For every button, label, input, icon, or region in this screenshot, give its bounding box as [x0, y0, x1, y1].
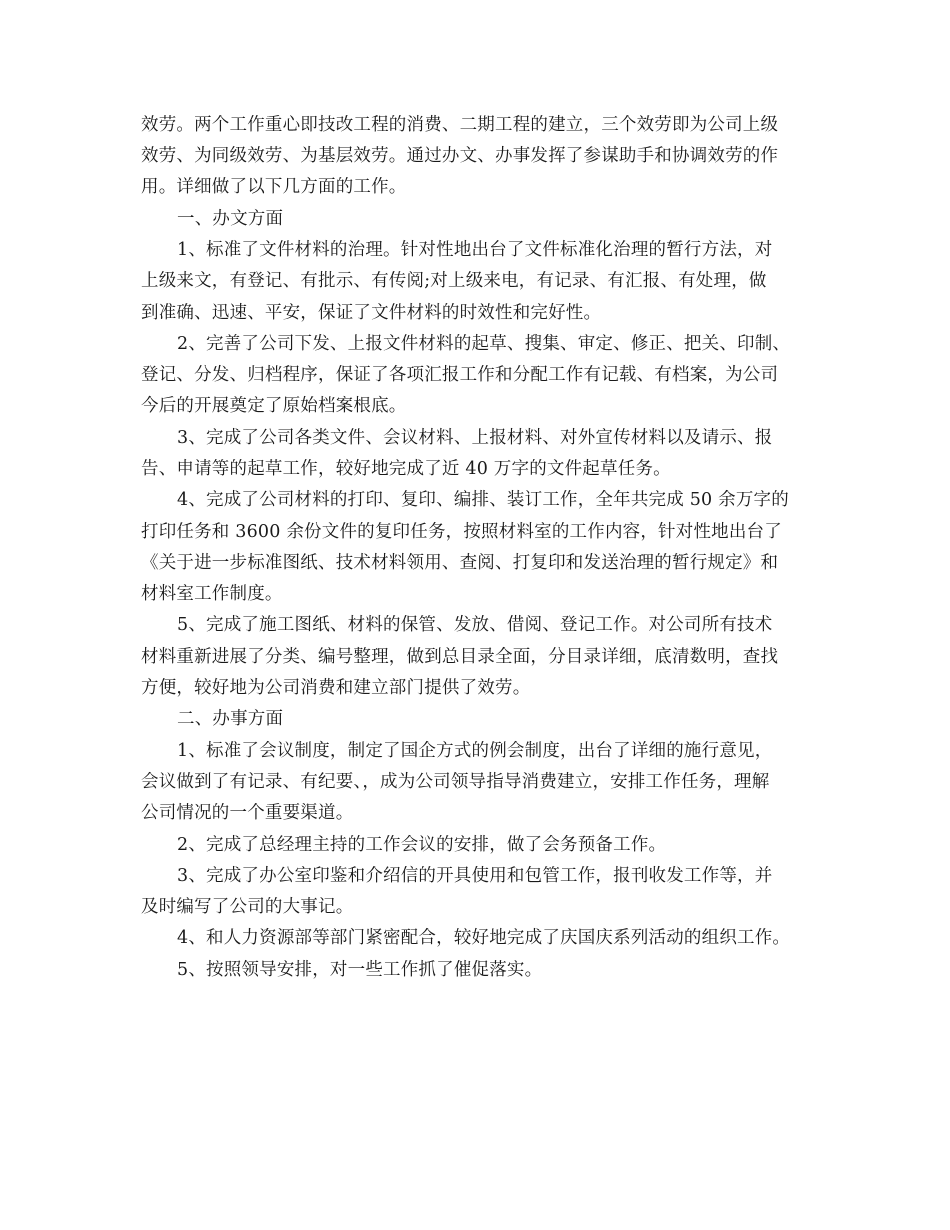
text-line: 效劳、为同级效劳、为基层效劳。通过办文、办事发挥了参谋助手和协调效劳的作	[141, 146, 779, 166]
text-line: 5、完成了施工图纸、材料的保管、发放、借阅、登记工作。对公司所有技术	[177, 615, 773, 635]
text-line: 方便，较好地为公司消费和建立部门提供了效劳。	[141, 678, 531, 698]
text-line: 4、和人力资源部等部门紧密配合，较好地完成了庆国庆系列活动的组织工作。	[177, 928, 791, 948]
text-line: 公司情况的一个重要渠道。	[141, 803, 354, 823]
text-line: 1、标准了文件材料的治理。针对性地出台了文件标准化治理的暂行方法，对	[177, 240, 773, 260]
text-line: 用。详细做了以下几方面的工作。	[141, 177, 407, 197]
text-line: 会议做到了有记录、有纪要、，成为公司领导指导消费建立，安排工作任务，理解	[141, 772, 770, 792]
text-line: 效劳。两个工作重心即技改工程的消费、二期工程的建立，三个效劳即为公司上级	[141, 115, 779, 135]
text-line: 4、完成了公司材料的打印、复印、编排、装订工作，全年共完成 50 余万字的	[177, 490, 789, 510]
text-line: 5、按照领导安排，对一些工作抓了催促落实。	[177, 960, 543, 980]
text-line: 及时编写了公司的大事记。	[141, 897, 354, 917]
text-line: 1、标准了会议制度，制定了国企方式的例会制度，出台了详细的施行意见，	[177, 741, 773, 761]
text-line: 3、完成了公司各类文件、会议材料、上报材料、对外宣传材料以及请示、报	[177, 428, 773, 448]
text-line: 到准确、迅速、平安，保证了文件材料的时效性和完好性。	[141, 303, 602, 323]
text-line: 2、完成了总经理主持的工作会议的安排，做了会务预备工作。	[177, 835, 667, 855]
section-heading: 一、办文方面	[177, 209, 284, 229]
text-line: 材料重新进展了分类、编号整理，做到总目录全面，分目录详细，底清数明，查找	[141, 647, 779, 667]
text-line: 告、申请等的起草工作，较好地完成了近 40 万字的文件起草任务。	[141, 459, 671, 479]
text-line: 材料室工作制度。	[141, 584, 283, 604]
text-line: 打印任务和 3600 余份文件的复印任务，按照材料室的工作内容，针对性地出台了	[141, 522, 782, 542]
text-line: 上级来文，有登记、有批示、有传阅;对上级来电，有记录、有汇报、有处理，做	[141, 271, 767, 291]
text-line: 2、完善了公司下发、上报文件材料的起草、搜集、审定、修正、把关、印制、	[177, 334, 791, 354]
text-line: 登记、分发、归档程序，保证了各项汇报工作和分配工作有记载、有档案，为公司	[141, 365, 779, 385]
text-line: 《关于进一步标准图纸、技术材料领用、查阅、打复印和发送治理的暂行规定》和	[141, 553, 779, 573]
text-line: 3、完成了办公室印鉴和介绍信的开具使用和包管工作，报刊收发工作等，并	[177, 866, 773, 886]
section-heading: 二、办事方面	[177, 709, 284, 729]
text-line: 今后的开展奠定了原始档案根底。	[141, 396, 407, 416]
